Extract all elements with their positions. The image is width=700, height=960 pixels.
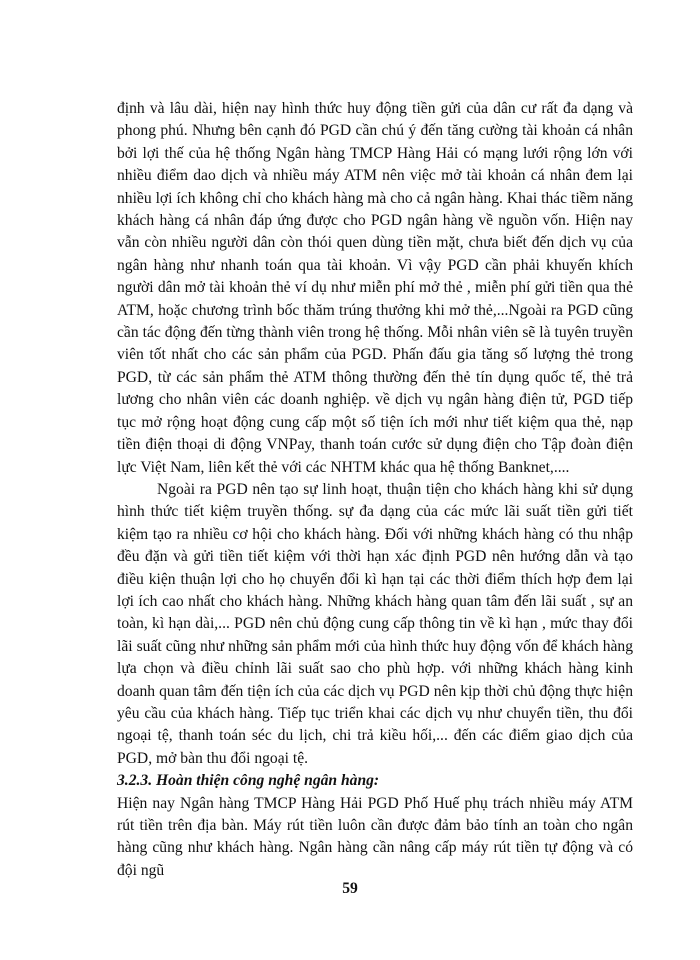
page-body <box>117 98 633 882</box>
body-paragraph-3: Hiện nay Ngân hàng TMCP Hàng Hải PGD Phố Huế phụ trách nhiều máy ATM rút tiền trên địa bàn. Máy rút tiền luôn cần được đảm bảo tính an toàn cho ngân hàng cũng như khách hàng. Ngân hàng cần nâng cấp máy rút tiền tự động và có đội ngũ <box>117 794 633 879</box>
section-heading: 3.2.3. Hoàn thiện công nghệ ngân hàng: <box>117 772 380 790</box>
page-number: 59 <box>342 880 358 897</box>
body-paragraph-2: Ngoài ra PGD nên tạo sự linh hoạt, thuận tiện cho khách hàng khi sử dụng hình thức tiết kiệm truyền thống. sự đa dạng của các mức lãi suất tiền gửi tiết kiệm tạo ra nhiều cơ hội cho khách hàng. Đối với những khách hàng có thu nhập đều đặn và gửi tiền tiết kiệm với thời hạn xác định PGD nên hướng dẫn và tạo điều kiện thuận lợi cho họ chuyển đổi kì hạn tại các thời điểm thích hợp đem lại lợi ích cao nhất cho khách hàng. Những khách hàng quan tâm đến lãi suất , sự an toàn, kì hạn dài,... PGD nên chủ động cung cấp thông tin về kì hạn , mức thay đổi lãi suất cũng như những sản phẩm mới của hình thức huy động vốn để khách hàng lựa chọn và điều chỉnh lãi suất sao cho phù hợp. với những khách hàng kinh doanh quan tâm đến tiện ích của các dịch vụ PGD nên kịp thời chủ động thực hiện yêu cầu của khách hàng. Tiếp tục triển khai các dịch vụ như chuyển tiền, thu đổi ngoại tệ, thanh toán séc du lịch, chi trả kiều hối,... đến các điểm giao dịch của PGD, mở bàn thu đổi ngoại tệ. <box>117 480 633 767</box>
body-paragraph-1: định và lâu dài, hiện nay hình thức huy động tiền gửi của dân cư rất đa dạng và phong phú. Nhưng bên cạnh đó PGD cần chú ý đến tăng cường tài khoản cá nhân bởi lợi thế của hệ thống Ngân hàng TMCP Hàng Hải có mạng lưới rộng lớn với nhiều điểm dao dịch và nhiều máy ATM nên việc mở tài khoản cá nhân đem lại nhiều lợi ích không chỉ cho khách hàng mà cho cả ngân hàng. Khai thác tiềm năng khách hàng cá nhân đáp ứng được cho PGD ngân hàng về nguồn vốn. Hiện nay vẫn còn nhiều người dân còn thói quen dùng tiền mặt, chưa biết đến dịch vụ của ngân hàng như nhanh toán qua tài khoản. Vì vậy PGD cần phải khuyến khích người dân mở tài khoản thẻ ví dụ như miễn phí mở thẻ , miễn phí gửi tiền qua thẻ ATM, hoặc chương trình bốc thăm trúng thưởng khi mở thẻ,...Ngoài ra PGD cũng cần tác động đến từng thành viên trong hệ thống. Mỗi nhân viên sẽ là tuyên truyền viên tốt nhất cho các sản phẩm của PGD. Phấn đấu gia tăng số lượng thẻ trong PGD, từ các sản phẩm thẻ ATM thông thường đến thẻ tín dụng quốc tế, thẻ trả lương cho nhân viên các doanh nghiệp. về dịch vụ ngân hàng điện tử, PGD tiếp tục mở rộng hoạt động cung cấp một số tiện ích mới như tiết kiệm qua thẻ, nạp tiền điện thoại di động VNPay, thanh toán cước sử dụng điện cho Tập đoàn điện lực Việt Nam, liên kết thẻ với các NHTM khác qua hệ thống Banknet,.... <box>117 100 633 476</box>
